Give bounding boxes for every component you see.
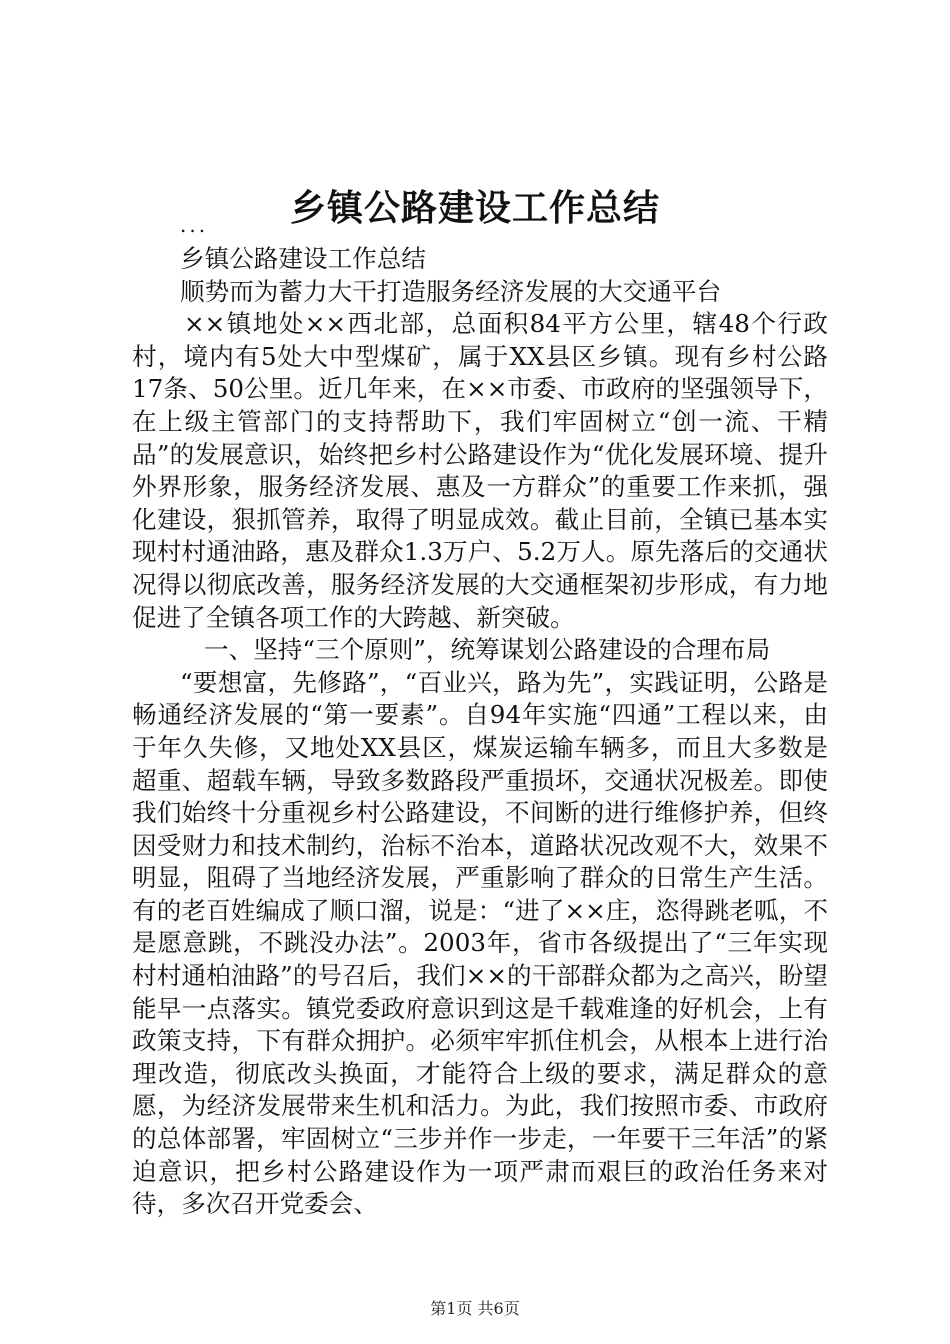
document-subtitle: 乡镇公路建设工作总结 (180, 244, 426, 273)
paragraph-intro: ××镇地处××西北部，总面积84平方公里，辖48个行政村，境内有5处大中型煤矿，属于XX县区乡镇。现有乡村公路17条、50公里。近几年来，在××市委、市政府的坚强领导下，在上级主管部门的支持帮助下，我们牢固树立“创一流、干精品”的发展意识，始终把乡村公路建设作为“优化发展环境、提升外界形象，服务经济发展、惠及一方群众”的重要工作来抓，强化建设，狠抓管养，取得了明显成效。截止目前，全镇已基本实现村村通油路，惠及群众1.3万户、5.2万人。原先落后的交通状况得以彻底改善，服务经济发展的大交通框架初步形成，有力地促进了全镇各项工作的大跨越、新突破。 (132, 309, 828, 632)
page-number-footer: 第1页 共6页 (430, 1299, 520, 1318)
section-one-heading: 一、坚持“三个原则”，统筹谋划公路建设的合理布局 (204, 635, 771, 665)
section-heading: 顺势而为蓄力大干打造服务经济发展的大交通平台 (180, 276, 722, 306)
ellipsis-mark: ... (180, 213, 209, 237)
paragraph-section-one: “要想富，先修路”，“百业兴，路为先”，实践证明，公路是畅通经济发展的“第一要素”。自94年实施“四通”工程以来，由于年久失修，又地处XX县区，煤炭运输车辆多，而且大多数是超重、超载车辆，导致多数路段严重损坏，交通状况极差。即使我们始终十分重视乡村公路建设，不间断的进行维修护养，但终因受财力和技术制约，治标不治本，道路状况改观不大，效果不明显，阻碍了当地经济发展，严重影响了群众的日常生产生活。有的老百姓编成了顺口溜，说是：“进了××庄，恣得跳老呱，不是愿意跳，不跳没办法”。2003年，省市各级提出了“三年实现村村通柏油路”的号召后，我们××的干部群众都为之高兴，盼望能早一点落实。镇党委政府意识到这是千载难逢的好机会，上有政策支持，下有群众拥护。必须牢牢抓住机会，从根本上进行治理改造，彻底改头换面，才能符合上级的要求，满足群众的意愿，为经济发展带来生机和活力。为此，我们按照市委、市政府的总体部署，牢固树立“三步并作一步走，一年要干三年活”的紧迫意识，把乡村公路建设作为一项严肃而艰巨的政治任务来对待，多次召开党委会、 (132, 667, 828, 1219)
document-body (132, 243, 828, 1221)
document-title: 乡镇公路建设工作总结 (289, 187, 660, 229)
